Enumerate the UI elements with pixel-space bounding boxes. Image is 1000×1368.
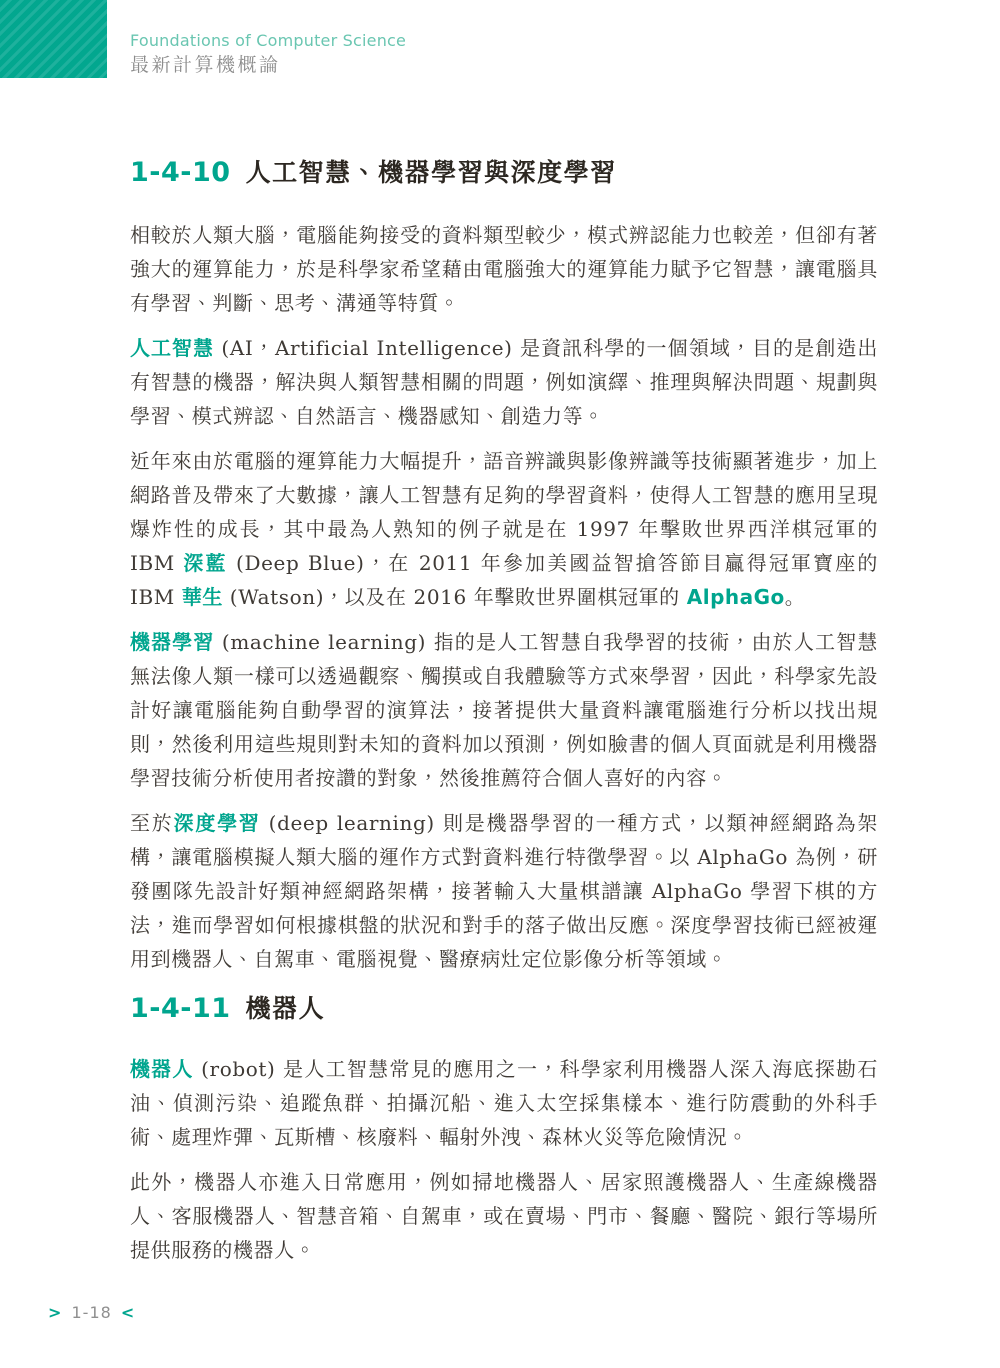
paragraph: [130, 1052, 878, 1154]
text-run: 此外，機器人亦進入日常應用，例如掃地機器人、居家照護機器人、生產線機器人、客服機器人、智慧音箱、自駕車，或在賣場、門市、餐廳、醫院、銀行等場所提供服務的機器人。: [130, 1170, 878, 1262]
keyword-term: 華生: [181, 585, 223, 609]
series-title-chinese: 最新計算機概論: [130, 54, 281, 76]
page-number-right-arrow: <: [120, 1303, 136, 1322]
series-title-english: Foundations of Computer Science: [130, 31, 407, 50]
page-number: 1-18: [71, 1303, 112, 1322]
page-number-left-arrow: >: [48, 1303, 63, 1322]
text-run: 至於: [130, 811, 174, 835]
keyword-term: 深度學習: [173, 811, 261, 835]
page-footer: [48, 1303, 135, 1323]
paragraph: [130, 444, 878, 614]
paragraph: [130, 218, 878, 320]
section-1-4-11: [130, 990, 878, 1267]
paragraph: [130, 625, 878, 795]
page-content: [130, 154, 878, 1278]
section-heading: [130, 990, 878, 1028]
text-run: (Watson)，以及在 2016 年擊敗世界圍棋冠軍的: [222, 585, 687, 609]
text-run: 相較於人類大腦，電腦能夠接受的資料類型較少，模式辨認能力也較差，但卻有著強大的運算能力，於是科學家希望藉由電腦強大的運算能力賦予它智慧，讓電腦具有學習、判斷、思考、溝通等特質。: [130, 223, 878, 315]
section-1-4-10: [130, 154, 878, 976]
section-number: 1-4-10: [130, 157, 231, 188]
section-number: 1-4-11: [130, 993, 231, 1024]
keyword-term: 人工智慧: [130, 336, 214, 360]
section-title: 機器人: [245, 994, 326, 1023]
text-run: 近年來由於電腦的運算能力大幅提升，語音辨識與影像辨識等技術顯著進步，加上網路普及帶來了大數據，讓人工智慧有足夠的學習資料，使得人工智慧的應用呈現爆炸性的成長，其中最為人熟知的例子就是在 1997 年擊敗世界西洋棋冠軍的 IBM: [130, 449, 878, 575]
keyword-term: 機器人: [130, 1057, 194, 1081]
text-run: (robot) 是人工智慧常見的應用之一，科學家利用機器人深入海底探勘石油、偵測污染、追蹤魚群、拍攝沉船、進入太空採集樣本、進行防震動的外科手術、處理炸彈、瓦斯槽、核廢料、輻射外洩、森林火災等危險情況。: [130, 1057, 878, 1149]
paragraph: [130, 1165, 878, 1267]
section-title: 人工智慧、機器學習與深度學習: [245, 158, 617, 187]
keyword-term: 機器學習: [130, 630, 215, 654]
page-header: [130, 31, 406, 77]
text-run: (AI，Artificial Intelligence) 是資訊科學的一個領域，目的是創造出有智慧的機器，解決與人類智慧相關的問題，例如演繹、推理與解決問題、規劃與學習、模式辨認、自然語言、機器感知、創造力等。: [130, 336, 879, 428]
text-run: (Deep Blue)，在 2011 年參加美國益智搶答節目贏得冠軍寶座的 IBM: [130, 551, 879, 609]
paragraph: [130, 331, 878, 433]
keyword-term: 深藍: [183, 551, 228, 575]
section-heading: [130, 154, 878, 192]
paragraph: [130, 806, 878, 976]
corner-stripe-decoration: [0, 0, 107, 78]
text-run: 。: [784, 585, 806, 609]
keyword-term: AlphaGo: [686, 585, 785, 609]
text-run: (machine learning) 指的是人工智慧自我學習的技術，由於人工智慧無法像人類一樣可以透過觀察、觸摸或自我體驗等方式來學習，因此，科學家先設計好讓電腦能夠自動學習的演算法，接著提供大量資料讓電腦進行分析以找出規則，然後利用這些規則對未知的資料加以預測，例如臉書的個人頁面就是利用機器學習技術分析使用者按讚的對象，然後推薦符合個人喜好的內容。: [130, 630, 879, 790]
text-run: (deep learning) 則是機器學習的一種方式，以類神經網路為架構，讓電腦模擬人類大腦的運作方式對資料進行特徵學習。以 AlphaGo 為例，研發團隊先設計好類神經網路架構，接著輸入大量棋譜讓 AlphaGo 學習下棋的方法，進而學習如何根據棋盤的狀況和對手的落子做出反應。深度學習技術已經被運用到機器人、自駕車、電腦視覺、醫療病灶定位影像分析等領域。: [130, 811, 879, 971]
